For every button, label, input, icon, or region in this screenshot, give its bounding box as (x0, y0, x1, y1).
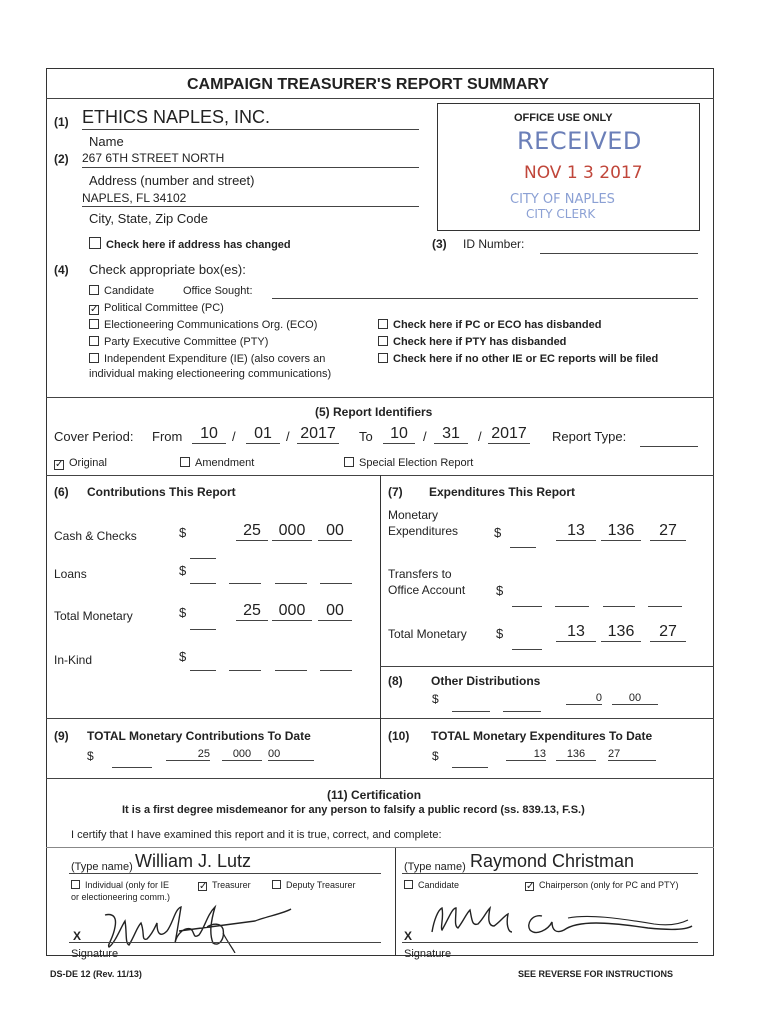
cash-hundreds[interactable]: 000 (272, 522, 312, 541)
total-exp-thousands[interactable]: 13 (556, 623, 596, 642)
total-exp-hundreds[interactable]: 136 (601, 623, 641, 642)
slash-3: / (423, 429, 427, 444)
todate-exp-hundreds[interactable]: 136 (556, 748, 596, 761)
checkbox-icon (344, 457, 354, 467)
eco-checkbox[interactable]: Electioneering Communications Org. (ECO) (89, 319, 317, 331)
section-6-number: (6) (54, 485, 69, 499)
signature-label-left: Signature (71, 948, 119, 960)
signature-label-right: Signature (404, 948, 452, 960)
committee-name: ETHICS NAPLES, INC. (82, 107, 271, 127)
slash-1: / (232, 429, 236, 444)
other-dist-cents[interactable]: 00 (612, 692, 658, 705)
address-changed-label: Check here if address has changed (106, 239, 291, 251)
stamp-clerk: CITY CLERK (526, 207, 596, 221)
section-9-number: (9) (54, 729, 69, 743)
dollar-sign: $ (432, 692, 439, 706)
checkbox-icon (89, 353, 99, 363)
reverse-instructions: SEE REVERSE FOR INSTRUCTIONS (518, 969, 674, 979)
other-distributions-title: Other Distributions (431, 674, 541, 688)
dollar-sign: $ (179, 525, 187, 540)
office-sought-label: Office Sought: (183, 285, 253, 297)
city-label: City, State, Zip Code (89, 211, 208, 226)
todate-exp-cents[interactable]: 27 (608, 748, 656, 761)
from-year[interactable]: 2017 (297, 425, 339, 444)
cash-cents[interactable]: 00 (318, 522, 352, 541)
stamp-received: RECEIVED (517, 127, 642, 155)
loans-label: Loans (54, 567, 87, 581)
certification-warning: It is a first degree misdemeanor for any person to falsify a public record (ss. 839.13, F.S.) (122, 804, 585, 816)
section-8-number: (8) (388, 674, 403, 688)
right-signer-name[interactable]: Raymond Christman (470, 851, 635, 871)
checkbox-icon (404, 880, 413, 889)
transfers-label: Transfers to (388, 567, 452, 581)
total-contributions-title: TOTAL Monetary Contributions To Date (87, 729, 311, 743)
cover-period-label: Cover Period: (54, 429, 134, 444)
checkbox-icon (89, 237, 101, 249)
street-address: 267 6TH STREET NORTH (82, 151, 225, 165)
certification-title: (11) Certification (327, 788, 422, 802)
treasurer-checkbox[interactable]: ✓ Treasurer (199, 880, 251, 892)
stamp-date: NOV 1 3 2017 (524, 163, 643, 183)
office-use-label: OFFICE USE ONLY (514, 112, 613, 124)
ie-label-line2: individual making electioneering communications) (89, 368, 332, 380)
id-number-label: ID Number: (463, 237, 525, 251)
to-year[interactable]: 2017 (488, 425, 530, 444)
office-account-label: Office Account (388, 583, 466, 597)
total-monetary-exp-label: Total Monetary (388, 627, 467, 641)
contributions-title: Contributions This Report (87, 485, 236, 499)
pc-disbanded-checkbox[interactable]: Check here if PC or ECO has disbanded (378, 319, 601, 331)
office-sought-field[interactable] (272, 298, 698, 299)
todate-exp-thousands[interactable]: 13 (506, 748, 546, 761)
id-number-field[interactable] (540, 253, 698, 254)
city-state-zip: NAPLES, FL 34102 (82, 191, 187, 205)
x-mark-right: X (404, 929, 413, 943)
todate-contrib-cents[interactable]: 00 (268, 748, 314, 761)
section-3-number: (3) (432, 237, 447, 251)
total-expenditures-title: TOTAL Monetary Expenditures To Date (431, 729, 653, 743)
original-checkbox[interactable]: ✓ Original (55, 457, 107, 470)
check-boxes-label: Check appropriate box(es): (89, 262, 246, 277)
other-dist-dollars[interactable]: 0 (566, 692, 602, 705)
pty-disbanded-checkbox[interactable]: Check here if PTY has disbanded (378, 336, 566, 348)
stamp-city: CITY OF NAPLES (510, 192, 615, 207)
left-signer-name[interactable]: William J. Lutz (135, 851, 252, 871)
cash-checks-label: Cash & Checks (54, 529, 137, 543)
dollar-sign: $ (432, 749, 439, 763)
checkbox-icon (378, 353, 388, 363)
report-identifiers-title: (5) Report Identifiers (315, 405, 433, 419)
todate-contrib-thousands[interactable]: 25 (166, 748, 210, 761)
checkbox-icon (89, 285, 99, 295)
dollar-sign: $ (179, 563, 187, 578)
exp-hundreds[interactable]: 136 (601, 522, 641, 541)
section-1-number: (1) (54, 115, 69, 129)
chairperson-checkbox[interactable]: ✓ Chairperson (only for PC and PTY) (526, 880, 679, 892)
total-contrib-hundreds[interactable]: 000 (272, 602, 312, 621)
type-name-label-left: (Type name) (71, 861, 133, 873)
exp-cents[interactable]: 27 (650, 522, 686, 541)
candidate-checkbox[interactable]: Candidate (89, 285, 154, 297)
to-label: To (359, 429, 373, 444)
dollar-sign: $ (496, 626, 504, 641)
dollar-sign: $ (179, 605, 187, 620)
no-other-reports-checkbox[interactable]: Check here if no other IE or EC reports will be filed (378, 353, 658, 365)
exp-thousands[interactable]: 13 (556, 522, 596, 541)
right-signature[interactable] (418, 896, 698, 946)
section-4-number: (4) (54, 263, 69, 277)
checkbox-icon (89, 319, 99, 329)
checkbox-icon (378, 319, 388, 329)
address-changed-checkbox[interactable] (89, 237, 291, 251)
from-label: From (152, 429, 183, 444)
left-signature[interactable] (95, 893, 295, 953)
checkbox-icon (272, 880, 281, 889)
to-day[interactable]: 31 (434, 425, 468, 444)
slash-2: / (286, 429, 290, 444)
special-election-checkbox[interactable]: Special Election Report (344, 457, 473, 469)
in-kind-label: In-Kind (54, 653, 93, 667)
individual-label-line2: or electioneering comm.) (71, 892, 171, 902)
section-2-number: (2) (54, 152, 69, 166)
certify-statement: I certify that I have examined this report and it is true, correct, and complete: (71, 829, 442, 841)
checkbox-icon (89, 336, 99, 346)
to-month[interactable]: 10 (383, 425, 415, 444)
ie-checkbox[interactable]: Independent Expenditure (IE) (also covers an (89, 353, 325, 365)
from-day[interactable]: 01 (246, 425, 280, 444)
from-month[interactable]: 10 (192, 425, 226, 444)
cash-thousands[interactable]: 25 (236, 522, 268, 541)
report-type-label: Report Type: (552, 429, 627, 444)
type-name-label-right: (Type name) (404, 861, 466, 873)
checked-icon: ✓ (55, 459, 64, 470)
total-monetary-label: Total Monetary (54, 609, 133, 623)
expenditures-title: Expenditures This Report (429, 485, 576, 499)
name-label: Name (89, 134, 124, 149)
total-contrib-thousands[interactable]: 25 (236, 602, 268, 621)
candidate-signer-checkbox[interactable]: Candidate (404, 880, 459, 890)
expenditures-label: Expenditures (388, 524, 459, 538)
deputy-treasurer-checkbox[interactable]: Deputy Treasurer (272, 880, 356, 890)
dollar-sign: $ (496, 583, 504, 598)
loans-field[interactable] (190, 566, 352, 584)
dollar-sign: $ (179, 649, 187, 664)
amendment-checkbox[interactable]: Amendment (180, 457, 254, 469)
slash-4: / (478, 429, 482, 444)
transfers-field[interactable] (512, 589, 682, 607)
individual-checkbox[interactable]: Individual (only for IE (71, 880, 169, 890)
section-10-number: (10) (388, 729, 410, 743)
dollar-sign: $ (87, 749, 94, 763)
section-7-number: (7) (388, 485, 403, 499)
checked-icon: ✓ (526, 881, 535, 892)
report-type-field[interactable] (640, 446, 698, 447)
checkbox-icon (71, 880, 80, 889)
total-contrib-cents[interactable]: 00 (318, 602, 352, 621)
total-exp-cents[interactable]: 27 (650, 623, 686, 642)
dollar-sign: $ (494, 525, 502, 540)
monetary-label: Monetary (388, 508, 439, 522)
todate-contrib-hundreds[interactable]: 000 (222, 748, 262, 761)
form-code: DS-DE 12 (Rev. 11/13) (50, 969, 142, 979)
form-title: CAMPAIGN TREASURER'S REPORT SUMMARY (187, 76, 550, 93)
checked-icon: ✓ (199, 881, 208, 892)
pc-checkbox[interactable]: ✓ Political Committee (PC) (90, 302, 224, 315)
street-label: Address (number and street) (89, 173, 255, 188)
checkbox-icon (180, 457, 190, 467)
in-kind-field[interactable] (190, 653, 352, 671)
pty-checkbox[interactable]: Party Executive Committee (PTY) (89, 336, 268, 348)
checked-icon: ✓ (90, 304, 99, 315)
checkbox-icon (378, 336, 388, 346)
x-mark-left: X (73, 929, 82, 943)
